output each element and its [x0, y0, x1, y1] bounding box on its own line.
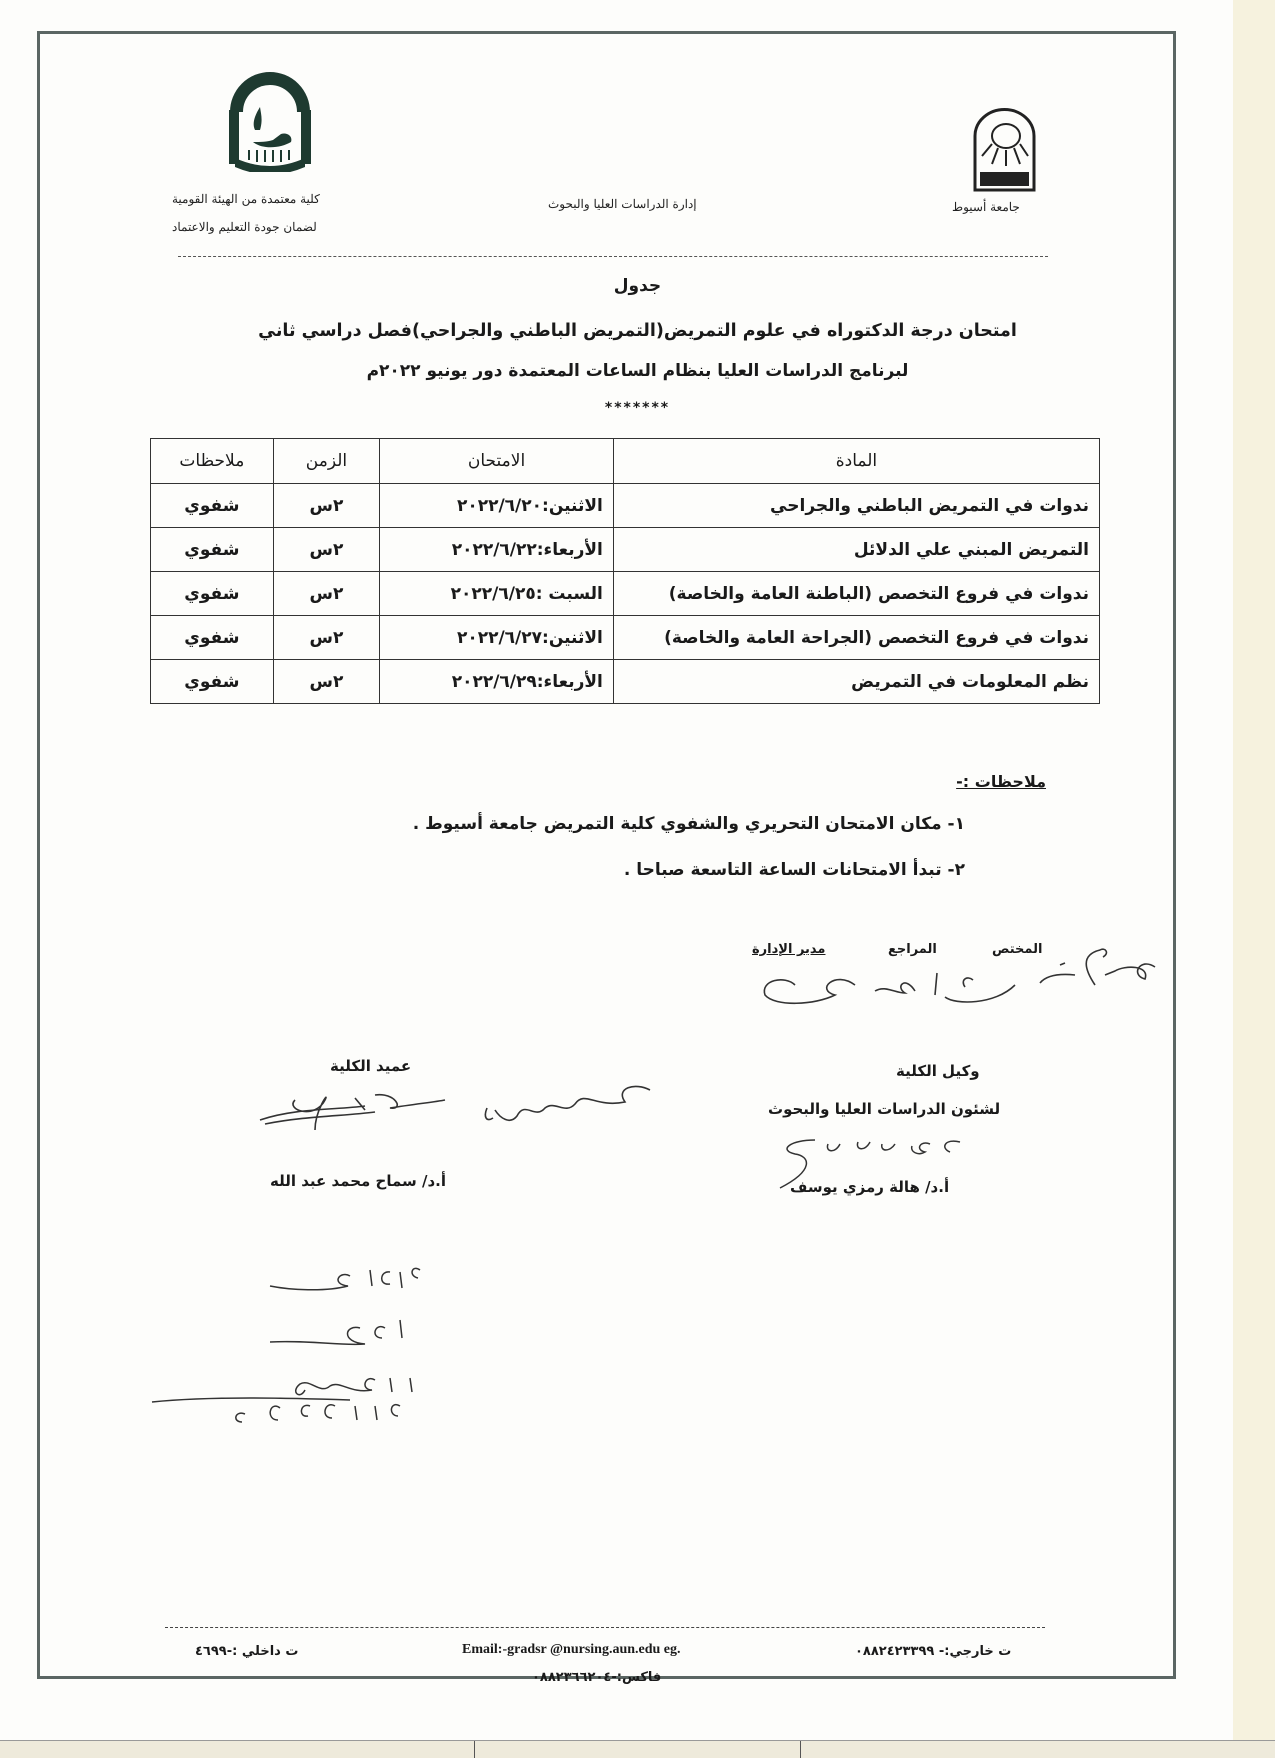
table-row — [151, 572, 1100, 616]
cell-notes: شفوي — [151, 572, 274, 616]
cell-notes: شفوي — [151, 616, 274, 660]
cell-notes: شفوي — [151, 484, 274, 528]
accreditation-line-1: كلية معتمدة من الهيئة القومية — [172, 192, 320, 206]
cell-subject: ندوات في فروع التخصص (الجراحة العامة والخاصة) — [613, 616, 1099, 660]
table-header-row — [151, 439, 1100, 484]
header-notes: ملاحظات — [151, 439, 274, 484]
admin-director-label: مدير الإدارة — [752, 942, 826, 957]
internal-phone: ت داخلي :-٤٦٩٩ — [195, 1644, 299, 1659]
cell-exam-date: الاثنين:٢٠٢٢/٦/٢٧ — [380, 616, 614, 660]
exam-schedule-table — [150, 438, 1100, 704]
email-address: Email:-gradsr @nursing.aun.edu eg. — [462, 1642, 681, 1657]
cell-time: ٢س — [273, 572, 379, 616]
specialist-label: المختص — [992, 942, 1043, 957]
faculty-of-nursing-logo — [215, 72, 325, 172]
accreditation-line-2: لضمان جودة التعليم والاعتماد — [172, 220, 317, 234]
fax-number: فاكس:-٠٨٨٢٣٦٦٢٠٤ — [532, 1670, 662, 1685]
table-row — [151, 528, 1100, 572]
cell-time: ٢س — [273, 484, 379, 528]
footer-divider — [165, 1627, 1045, 1628]
table-row — [151, 484, 1100, 528]
vice-dean-name: أ.د/ هالة رمزي يوسف — [790, 1178, 950, 1196]
cell-exam-date: الأربعاء:٢٠٢٢/٦/٢٩ — [380, 660, 614, 704]
cell-notes: شفوي — [151, 528, 274, 572]
table-row — [151, 660, 1100, 704]
document-title-line-1: امتحان درجة الدكتوراه في علوم التمريض(التمريض الباطني والجراحي)فصل دراسي ثاني — [258, 321, 1017, 341]
cell-subject: التمريض المبني علي الدلائل — [613, 528, 1099, 572]
university-name: جامعة أسيوط — [952, 200, 1020, 214]
external-phone: ت خارجي:- ٠٨٨٢٤٢٣٣٩٩ — [855, 1644, 1012, 1659]
table-row — [151, 616, 1100, 660]
department-name: إدارة الدراسات العليا والبحوث — [548, 197, 697, 211]
cell-exam-date: الأربعاء:٢٠٢٢/٦/٢٢ — [380, 528, 614, 572]
cell-subject: ندوات في التمريض الباطني والجراحي — [613, 484, 1099, 528]
header-divider — [178, 256, 1048, 257]
cell-time: ٢س — [273, 528, 379, 572]
bottom-strip — [0, 1740, 1275, 1758]
note-item: ١- مكان الامتحان التحريري والشفوي كلية التمريض جامعة أسيوط . — [412, 814, 965, 834]
page-edge — [1233, 0, 1275, 1757]
document-heading: جدول — [613, 276, 662, 296]
cell-exam-date: الاثنين:٢٠٢٢/٦/٢٠ — [380, 484, 614, 528]
dean-name: أ.د/ سماح محمد عبد الله — [270, 1172, 447, 1190]
reviewer-label: المراجع — [888, 942, 937, 957]
cell-exam-date: السبت :٢٠٢٢/٦/٢٥ — [380, 572, 614, 616]
header-time: الزمن — [273, 439, 379, 484]
header-subject: المادة — [613, 439, 1099, 484]
handwritten-council-note — [150, 1250, 450, 1430]
cell-time: ٢س — [273, 660, 379, 704]
cell-subject: نظم المعلومات في التمريض — [613, 660, 1099, 704]
title-separator: ******* — [604, 400, 671, 416]
approval-initials-signature — [755, 935, 1165, 1015]
header-exam: الامتحان — [380, 439, 614, 484]
cell-time: ٢س — [273, 616, 379, 660]
vice-dean-subtitle: لشئون الدراسات العليا والبحوث — [768, 1100, 1001, 1118]
document-title-line-2: لبرنامج الدراسات العليا بنظام الساعات المعتمدة دور يونيو ٢٠٢٢م — [366, 361, 909, 381]
dean-title: عميد الكلية — [330, 1057, 412, 1075]
vice-dean-title: وكيل الكلية — [896, 1062, 980, 1080]
dean-signature — [255, 1080, 655, 1150]
assiut-university-logo — [972, 108, 1037, 192]
note-item: ٢- تبدأ الامتحانات الساعة التاسعة صباحا . — [623, 860, 965, 880]
notes-heading: ملاحظات :- — [956, 772, 1046, 791]
cell-notes: شفوي — [151, 660, 274, 704]
cell-subject: ندوات في فروع التخصص (الباطنة العامة والخاصة) — [613, 572, 1099, 616]
